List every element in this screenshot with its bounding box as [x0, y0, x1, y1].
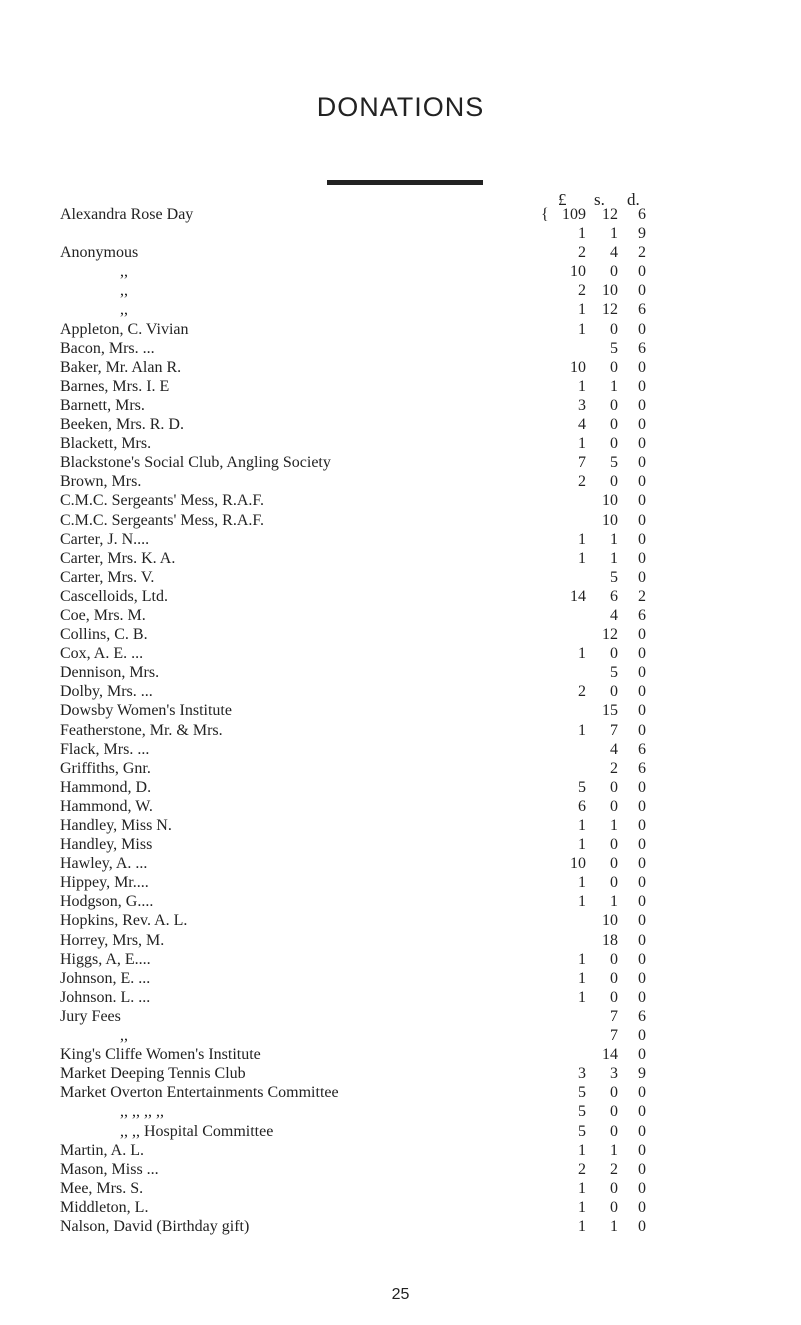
donor-name: Coe, Mrs. M. — [60, 606, 146, 624]
pence-value: 0 — [638, 263, 646, 281]
donation-row — [60, 931, 760, 950]
donor-name: Dolby, Mrs. ... — [60, 683, 153, 701]
donor-name: Hammond, W. — [60, 797, 153, 815]
donation-row — [60, 969, 760, 988]
shillings-value: 0 — [610, 1198, 618, 1216]
shillings-value: 5 — [610, 454, 618, 472]
pounds-value: 5 — [578, 1103, 586, 1121]
donation-row — [60, 816, 760, 835]
donation-row — [60, 759, 760, 778]
donation-row — [60, 606, 760, 625]
donor-name: Hawley, A. ... — [60, 855, 148, 873]
pounds-value: 1 — [578, 721, 586, 739]
donation-row — [60, 1064, 760, 1083]
donor-name: Jury Fees — [60, 1007, 121, 1025]
pounds-value: 1 — [578, 988, 586, 1006]
donor-name: Anonymous — [60, 244, 139, 262]
pence-value: 0 — [638, 797, 646, 815]
donor-name: Baker, Mr. Alan R. — [60, 358, 182, 376]
pence-value: 0 — [638, 358, 646, 376]
shillings-value: 0 — [610, 1179, 618, 1197]
donation-row — [60, 1160, 760, 1179]
pounds-value: 1 — [578, 950, 586, 968]
pence-value: 0 — [638, 721, 646, 739]
donor-name: King's Cliffe Women's Institute — [60, 1046, 261, 1064]
shillings-value: 12 — [602, 626, 618, 644]
shillings-value: 1 — [610, 549, 618, 567]
donor-name: ,, ,, Hospital Committee — [120, 1122, 274, 1140]
shillings-value: 0 — [610, 855, 618, 873]
donation-row — [60, 873, 760, 892]
pounds-header: £ — [558, 190, 567, 209]
donor-name: Handley, Miss N. — [60, 817, 172, 834]
donor-name: Beeken, Mrs. R. D. — [60, 416, 184, 434]
pounds-value: 2 — [578, 473, 586, 491]
shillings-value: 4 — [610, 244, 618, 262]
donation-row — [60, 262, 760, 281]
shillings-header: s. — [594, 190, 605, 209]
donation-row — [60, 1217, 760, 1236]
pounds-value: 1 — [578, 874, 586, 892]
pence-value: 0 — [638, 1027, 646, 1045]
pence-value: 6 — [638, 740, 646, 758]
shillings-value: 0 — [610, 320, 618, 338]
donor-name: Alexandra Rose Day — [60, 206, 194, 223]
donation-row — [60, 721, 760, 740]
donation-row — [60, 320, 760, 339]
shillings-value: 0 — [610, 1103, 618, 1121]
pence-header: d. — [627, 190, 640, 209]
pounds-value: 1 — [578, 1179, 586, 1197]
pence-value: 0 — [638, 511, 646, 529]
pounds-value: 1 — [578, 969, 586, 987]
donation-row — [60, 911, 760, 930]
pounds-value: 10 — [570, 263, 586, 281]
donation-row — [60, 1045, 760, 1064]
donor-name: Dennison, Mrs. — [60, 664, 160, 682]
donation-row — [60, 453, 760, 472]
donor-name: Hopkins, Rev. A. L. — [60, 912, 188, 930]
donor-name: Johnson, E. ... — [60, 969, 151, 987]
pounds-value: 1 — [578, 549, 586, 567]
shillings-value: 10 — [602, 912, 618, 930]
shillings-value: 10 — [602, 492, 618, 510]
shillings-value: 3 — [610, 1065, 618, 1083]
page-number: 25 — [391, 1286, 410, 1303]
pence-value: 0 — [638, 473, 646, 491]
donor-name: Carter, Mrs. K. A. — [60, 549, 176, 567]
donation-row — [60, 950, 760, 969]
pence-value: 0 — [638, 1046, 646, 1064]
shillings-value: 4 — [610, 740, 618, 758]
pence-value: 6 — [638, 606, 646, 624]
donation-row — [60, 892, 760, 911]
shillings-value: 6 — [610, 587, 618, 605]
shillings-value: 5 — [610, 339, 618, 357]
donor-name: Brown, Mrs. — [60, 473, 142, 491]
donor-name: C.M.C. Sergeants' Mess, R.A.F. — [60, 511, 264, 529]
donation-row — [60, 434, 760, 453]
shillings-value: 1 — [610, 1217, 618, 1235]
donor-name: Barnes, Mrs. I. E — [60, 377, 170, 395]
donor-name: ,, — [120, 282, 128, 300]
shillings-value: 7 — [610, 721, 618, 739]
donation-row — [60, 568, 760, 587]
donation-row — [60, 491, 760, 510]
shillings-value: 10 — [602, 282, 618, 300]
shillings-value: 1 — [610, 1141, 618, 1159]
shillings-value: 10 — [602, 511, 618, 529]
donor-name: Dowsby Women's Institute — [60, 702, 232, 720]
pence-value: 0 — [638, 282, 646, 300]
donor-name: Appleton, C. Vivian — [60, 320, 189, 338]
pence-value: 0 — [638, 702, 646, 720]
shillings-value: 18 — [602, 931, 618, 949]
pence-value: 6 — [638, 759, 646, 777]
donation-row — [60, 415, 760, 434]
donation-row — [60, 300, 760, 319]
donor-name: Hammond, D. — [60, 778, 152, 796]
shillings-value: 0 — [610, 473, 618, 491]
pence-value: 0 — [638, 912, 646, 930]
pounds-value: 3 — [578, 396, 586, 414]
pounds-value: 1 — [578, 435, 586, 453]
shillings-value: 1 — [610, 817, 618, 834]
donation-row — [60, 224, 760, 243]
pence-value: 0 — [638, 1122, 646, 1140]
donation-row — [60, 1122, 760, 1141]
pounds-value: 3 — [578, 1065, 586, 1083]
pence-value: 0 — [638, 969, 646, 987]
donor-name: ,, — [120, 263, 128, 281]
pence-value: 0 — [638, 435, 646, 453]
pounds-value: 10 — [570, 855, 586, 873]
donation-row — [60, 511, 760, 530]
donor-name: C.M.C. Sergeants' Mess, R.A.F. — [60, 492, 264, 510]
donation-row — [60, 358, 760, 377]
donation-row — [60, 663, 760, 682]
donation-row — [60, 625, 760, 644]
donation-row — [60, 1083, 760, 1102]
shillings-value: 0 — [610, 1122, 618, 1140]
donor-name: ,, — [120, 1027, 128, 1045]
pence-value: 0 — [638, 1141, 646, 1159]
pounds-value: 1 — [578, 320, 586, 338]
donor-name: Horrey, Mrs, M. — [60, 931, 165, 949]
pence-value: 2 — [638, 244, 646, 262]
pounds-value: 2 — [578, 1160, 586, 1178]
donation-row — [60, 835, 760, 854]
donation-row — [60, 587, 760, 606]
shillings-value: 12 — [602, 206, 618, 223]
donor-name: Collins, C. B. — [60, 626, 148, 644]
donation-row — [60, 701, 760, 720]
donor-name: Middleton, L. — [60, 1198, 149, 1216]
donor-name: Mason, Miss ... — [60, 1160, 159, 1178]
pounds-value: 1 — [578, 301, 586, 319]
pounds-value: 1 — [578, 1141, 586, 1159]
pence-value: 0 — [638, 320, 646, 338]
donation-row — [60, 339, 760, 358]
pounds-value: 1 — [578, 377, 586, 395]
pounds-value: 5 — [578, 778, 586, 796]
donor-name: Flack, Mrs. ... — [60, 740, 150, 758]
title-rule — [327, 180, 483, 185]
pence-value: 0 — [638, 396, 646, 414]
donor-name: Martin, A. L. — [60, 1141, 144, 1159]
donor-name: Cox, A. E. ... — [60, 645, 144, 663]
pence-value: 0 — [638, 626, 646, 644]
donor-name: Mee, Mrs. S. — [60, 1179, 144, 1197]
donor-name: Blackstone's Social Club, Angling Society — [60, 454, 331, 472]
pence-value: 0 — [638, 645, 646, 663]
pence-value: 0 — [638, 377, 646, 395]
pence-value: 0 — [638, 1179, 646, 1197]
donations-list — [60, 205, 760, 1236]
donation-row — [60, 1141, 760, 1160]
pence-value: 2 — [638, 587, 646, 605]
shillings-value: 4 — [610, 606, 618, 624]
shillings-value: 0 — [610, 797, 618, 815]
donation-row — [60, 988, 760, 1007]
shillings-value: 0 — [610, 645, 618, 663]
shillings-value: 1 — [610, 530, 618, 548]
pence-value: 9 — [638, 1065, 646, 1083]
donor-name: Market Overton Entertainments Committee — [60, 1084, 339, 1102]
pence-value: 0 — [638, 1084, 646, 1102]
pence-value: 6 — [638, 339, 646, 357]
pence-value: 0 — [638, 549, 646, 567]
donation-row — [60, 854, 760, 873]
donation-row — [60, 281, 760, 300]
donor-name: Carter, Mrs. V. — [60, 568, 155, 586]
pounds-value: 10 — [570, 358, 586, 376]
shillings-value: 2 — [610, 759, 618, 777]
donation-row — [60, 1102, 760, 1121]
pence-value: 0 — [638, 664, 646, 682]
pounds-value: 4 — [578, 416, 586, 434]
pounds-value: 2 — [578, 244, 586, 262]
shillings-value: 0 — [610, 435, 618, 453]
donation-row — [60, 243, 760, 262]
pounds-value: 7 — [578, 454, 586, 472]
donation-row — [60, 205, 760, 224]
pence-value: 0 — [638, 568, 646, 586]
donor-name: Bacon, Mrs. ... — [60, 339, 155, 357]
pence-value: 6 — [638, 206, 646, 223]
shillings-value: 14 — [602, 1046, 618, 1064]
pounds-value: 1 — [578, 530, 586, 548]
shillings-value: 0 — [610, 263, 618, 281]
pounds-value: 1 — [578, 1217, 586, 1235]
donor-name: Carter, J. N.... — [60, 530, 150, 548]
shillings-value: 1 — [610, 225, 618, 243]
donor-name: Cascelloids, Ltd. — [60, 587, 168, 605]
donation-row — [60, 1179, 760, 1198]
donation-row — [60, 530, 760, 549]
page-title: DONATIONS — [316, 92, 485, 122]
donor-name: Market Deeping Tennis Club — [60, 1065, 246, 1083]
pence-value: 0 — [638, 855, 646, 873]
pence-value: 6 — [638, 301, 646, 319]
shillings-value: 0 — [610, 358, 618, 376]
shillings-value: 0 — [610, 988, 618, 1006]
donation-row — [60, 644, 760, 663]
shillings-value: 7 — [610, 1007, 618, 1025]
pounds-value: 1 — [578, 893, 586, 911]
pounds-value: 14 — [570, 587, 586, 605]
donor-name: Hodgson, G.... — [60, 893, 154, 911]
pence-value: 0 — [638, 416, 646, 434]
donation-row — [60, 682, 760, 701]
pounds-value: 1 — [578, 1198, 586, 1216]
pounds-value: 1 — [578, 836, 586, 854]
pounds-value: 2 — [578, 282, 586, 300]
pence-value: 0 — [638, 893, 646, 911]
shillings-value: 0 — [610, 683, 618, 701]
shillings-value: 0 — [610, 836, 618, 854]
donation-row — [60, 549, 760, 568]
shillings-value: 0 — [610, 416, 618, 434]
donation-row — [60, 472, 760, 491]
pence-value: 0 — [638, 1198, 646, 1216]
pence-value: 0 — [638, 530, 646, 548]
pounds-value: 5 — [578, 1122, 586, 1140]
donation-row — [60, 1026, 760, 1045]
shillings-value: 5 — [610, 568, 618, 586]
shillings-value: 0 — [610, 874, 618, 892]
pence-value: 0 — [638, 492, 646, 510]
pounds-value: 1 — [578, 645, 586, 663]
brace-mark: { — [541, 206, 549, 223]
pounds-value: 109 — [562, 206, 586, 223]
shillings-value: 15 — [602, 702, 618, 720]
donor-name: Featherstone, Mr. & Mrs. — [60, 721, 223, 739]
pounds-value: 1 — [578, 817, 586, 834]
donor-name: Griffiths, Gnr. — [60, 759, 151, 777]
pence-value: 9 — [638, 225, 646, 243]
pence-value: 6 — [638, 1007, 646, 1025]
shillings-value: 0 — [610, 950, 618, 968]
donor-name: Handley, Miss — [60, 836, 153, 854]
pence-value: 0 — [638, 988, 646, 1006]
shillings-value: 1 — [610, 377, 618, 395]
donation-row — [60, 1198, 760, 1217]
pounds-value: 5 — [578, 1084, 586, 1102]
pence-value: 0 — [638, 778, 646, 796]
pence-value: 0 — [638, 950, 646, 968]
shillings-value: 0 — [610, 969, 618, 987]
donor-name: Hippey, Mr.... — [60, 874, 149, 892]
donation-row — [60, 740, 760, 759]
shillings-value: 0 — [610, 778, 618, 796]
shillings-value: 2 — [610, 1160, 618, 1178]
donation-row — [60, 1007, 760, 1026]
pence-value: 0 — [638, 1217, 646, 1235]
pence-value: 0 — [638, 1160, 646, 1178]
shillings-value: 0 — [610, 396, 618, 414]
donor-name: Barnett, Mrs. — [60, 396, 145, 414]
pence-value: 0 — [638, 836, 646, 854]
donation-row — [60, 778, 760, 797]
pence-value: 0 — [638, 683, 646, 701]
pounds-value: 6 — [578, 797, 586, 815]
pence-value: 0 — [638, 817, 646, 834]
shillings-value: 1 — [610, 893, 618, 911]
pounds-value: 2 — [578, 683, 586, 701]
shillings-value: 5 — [610, 664, 618, 682]
donation-row — [60, 377, 760, 396]
donation-row — [60, 797, 760, 816]
donation-row — [60, 396, 760, 415]
pence-value: 0 — [638, 931, 646, 949]
shillings-value: 7 — [610, 1027, 618, 1045]
donor-name: ,, — [120, 301, 128, 319]
pounds-value: 1 — [578, 225, 586, 243]
pence-value: 0 — [638, 1103, 646, 1121]
shillings-value: 12 — [602, 301, 618, 319]
pence-value: 0 — [638, 874, 646, 892]
donor-name: Higgs, A, E.... — [60, 950, 151, 968]
donor-name: Nalson, David (Birthday gift) — [60, 1217, 250, 1235]
pence-value: 0 — [638, 454, 646, 472]
donor-name: Blackett, Mrs. — [60, 435, 152, 453]
donor-name: Johnson. L. ... — [60, 988, 151, 1006]
shillings-value: 0 — [610, 1084, 618, 1102]
donor-name: ,, ,, ,, ,, — [120, 1103, 164, 1121]
